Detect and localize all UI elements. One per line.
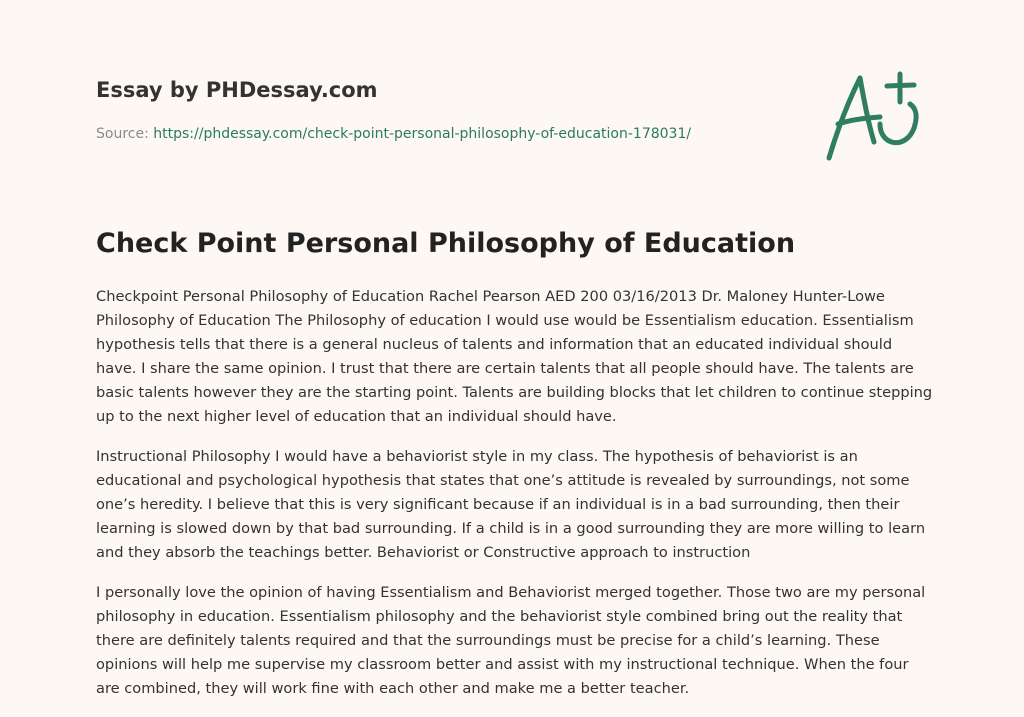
essay-title: Check Point Personal Philosophy of Education: [96, 228, 796, 259]
source-line: [96, 124, 796, 144]
essay-body: [96, 285, 936, 717]
essay-paragraph: I personally love the opinion of having Essentialism and Behaviorist merged together. Those two are my personal philosophy in education. Essentialism philosophy and the behaviorist style combined bring out the reality that there are definitely talents required and that the surroundings must be precise for a child’s learning. These opinions will help me supervise my classroom better and assist with my instructional technique. When the four are combined, they will work fine with each other and make me a better teacher.: [96, 584, 926, 697]
site-brand: Essay by PHDessay.com: [96, 78, 378, 102]
site-header: [96, 76, 796, 144]
source-label: Source:: [96, 126, 154, 142]
essay-paragraph: Checkpoint Personal Philosophy of Education Rachel Pearson AED 200 03/16/2013 Dr. Maloney Hunter-Lowe Philosophy of Education The Philosophy of education I would use would be Essentialism education. Essentialism hypothesis tells that there is a general nucleus of talents and information that an educated individual should have. I share the same opinion. I trust that there are certain talents that all people should have. The talents are basic talents however they are the starting point. Talents are building blocks that let children to continue stepping up to the next higher level of education that an individual should have.: [96, 288, 933, 425]
essay-paragraph: Instructional Philosophy I would have a behaviorist style in my class. The hypothesis of behaviorist is an educational and psychological hypothesis that states that one’s attitude is revealed by surroundings, not some one’s heredity. I believe that this is very significant because if an individual is in a bad surrounding, then their learning is slowed down by that bad surrounding. If a child is in a good surrounding they are more willing to learn and they absorb the teachings better. Behaviorist or Constructive approach to instruction: [96, 448, 926, 561]
source-link[interactable]: https://phdessay.com/check-point-personal-philosophy-of-education-178031/: [153, 126, 692, 142]
a-plus-grade-icon: [820, 66, 930, 166]
